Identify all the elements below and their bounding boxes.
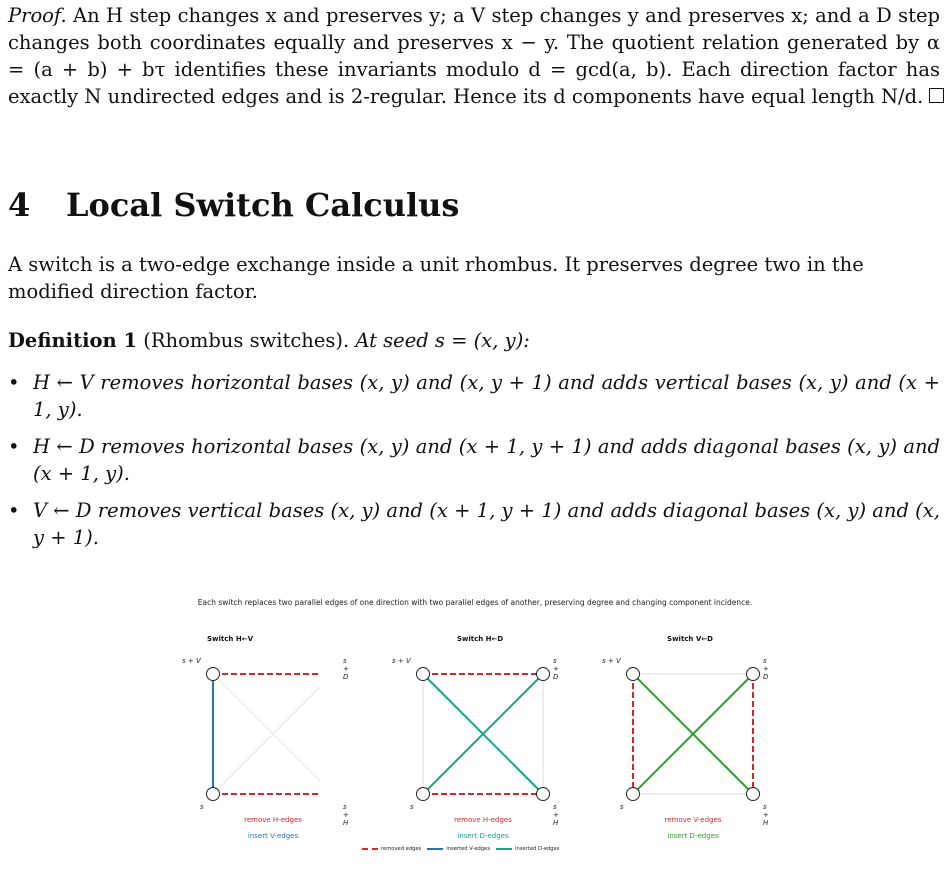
vertex-node: [207, 788, 220, 801]
vertex-node: [207, 668, 220, 681]
panel-remove-note: remove H-edges: [454, 816, 512, 824]
vertex-label: s: [620, 803, 624, 811]
vertex-node: [627, 788, 640, 801]
proof-paragraph: [8, 2, 940, 110]
panel-title: Switch H←D: [456, 635, 504, 643]
proof-text: An H step changes x and preserves y; a V step changes y and preserves x; and a D step changes both coordinates equally and preserves x − y. The quotient relation generated by α = (a + b) + bτ identifies these invariants modulo d = gcd(a, b). Each direction factor has exactly N undirected edges and is 2-regular. Hence its d components have equal length N/d.: [8, 4, 940, 108]
vertex-label: s + H: [763, 803, 769, 827]
vertex-node: [417, 668, 430, 681]
definition-name: (Rhombus switches).: [137, 329, 350, 352]
dashed-line-icon: [362, 848, 378, 850]
vertex-label: s + V: [392, 657, 411, 665]
vertex-label: s + D: [553, 657, 559, 681]
panel-insert-note: insert D-edges: [667, 832, 719, 840]
bullet-text: V ← D removes vertical bases (x, y) and (x + 1, y + 1) and adds diagonal bases (x, y) and (x, y + 1).: [33, 499, 940, 549]
intro-paragraph: [8, 251, 940, 305]
vertex-label: s + D: [343, 657, 349, 681]
rhombus-diagram: [350, 627, 550, 827]
definition-block: [8, 327, 940, 354]
panel-remove-note: remove V-edges: [664, 816, 722, 824]
vertex-node: [627, 668, 640, 681]
figure-legend: [362, 846, 560, 852]
vertex-node: [537, 668, 550, 681]
vertex-label: s: [410, 803, 414, 811]
list-item: • H ← D removes horizontal bases (x, y) and (x + 1, y + 1) and adds diagonal bases (x, y) and (x + 1, y).: [8, 435, 940, 485]
panel-title: Switch H←V: [207, 635, 253, 643]
solid-line-icon: [496, 848, 512, 850]
vertex-node: [537, 788, 550, 801]
panel-title: Switch V←D: [667, 635, 713, 643]
bullet-text: H ← V removes horizontal bases (x, y) and (x, y + 1) and adds vertical bases (x, y) and (x + 1, y).: [33, 371, 940, 421]
qed-box-icon: [929, 88, 944, 103]
vertex-node: [747, 788, 760, 801]
rhombus-diagram: [140, 627, 320, 827]
legend-label: removed edges: [381, 846, 422, 852]
solid-line-icon: [427, 848, 443, 850]
figure-caption: Each switch replaces two parallel edges of one direction with two parallel edges of another, preserving degree and changing component incidence.: [197, 598, 753, 607]
rhombus-diagram: [560, 627, 760, 827]
panel-remove-note: remove H-edges: [244, 816, 302, 824]
section-title: Local Switch Calculus: [66, 186, 460, 224]
vertex-label: s + V: [602, 657, 621, 665]
background-edge: [213, 674, 320, 794]
section-number: 4: [8, 186, 31, 224]
background-edge: [213, 674, 320, 794]
proof-label: Proof.: [8, 4, 67, 27]
vertex-node: [747, 668, 760, 681]
legend-item-inserted-v: [427, 846, 490, 852]
panel-switch-h-d: [350, 627, 559, 827]
panel-insert-note: insert D-edges: [457, 832, 509, 840]
section-heading: [8, 186, 459, 224]
legend-item-inserted-d: [496, 846, 559, 852]
panel-switch-h-v: [140, 627, 349, 827]
definition-lead: At seed s = (x, y):: [349, 329, 530, 352]
legend-label: inserted V-edges: [446, 846, 491, 852]
vertex-label: s + D: [763, 657, 769, 681]
vertex-node: [417, 788, 430, 801]
definition-bullet-list: [8, 369, 940, 561]
vertex-label: s + V: [182, 657, 201, 665]
vertex-label: s: [200, 803, 204, 811]
definition-label: Definition 1: [8, 329, 138, 352]
legend-label: inserted D-edges: [515, 846, 560, 852]
vertex-label: s + H: [343, 803, 349, 827]
vertex-label: s + H: [553, 803, 559, 827]
panel-switch-v-d: [560, 627, 769, 827]
legend-item-removed: [362, 846, 421, 852]
intro-text: A switch is a two-edge exchange inside a unit rhombus. It preserves degree two in the modified direction factor.: [8, 253, 864, 303]
list-item: • V ← D removes vertical bases (x, y) and (x + 1, y + 1) and adds diagonal bases (x, y) and (x, y + 1).: [8, 499, 940, 549]
bullet-text: H ← D removes horizontal bases (x, y) and (x + 1, y + 1) and adds diagonal bases (x, y) and (x + 1, y).: [33, 435, 940, 485]
list-item: • H ← V removes horizontal bases (x, y) and (x, y + 1) and adds vertical bases (x, y) and (x + 1, y).: [8, 371, 940, 421]
panel-insert-note: insert V-edges: [247, 832, 299, 840]
switch-figure: [130, 597, 820, 879]
